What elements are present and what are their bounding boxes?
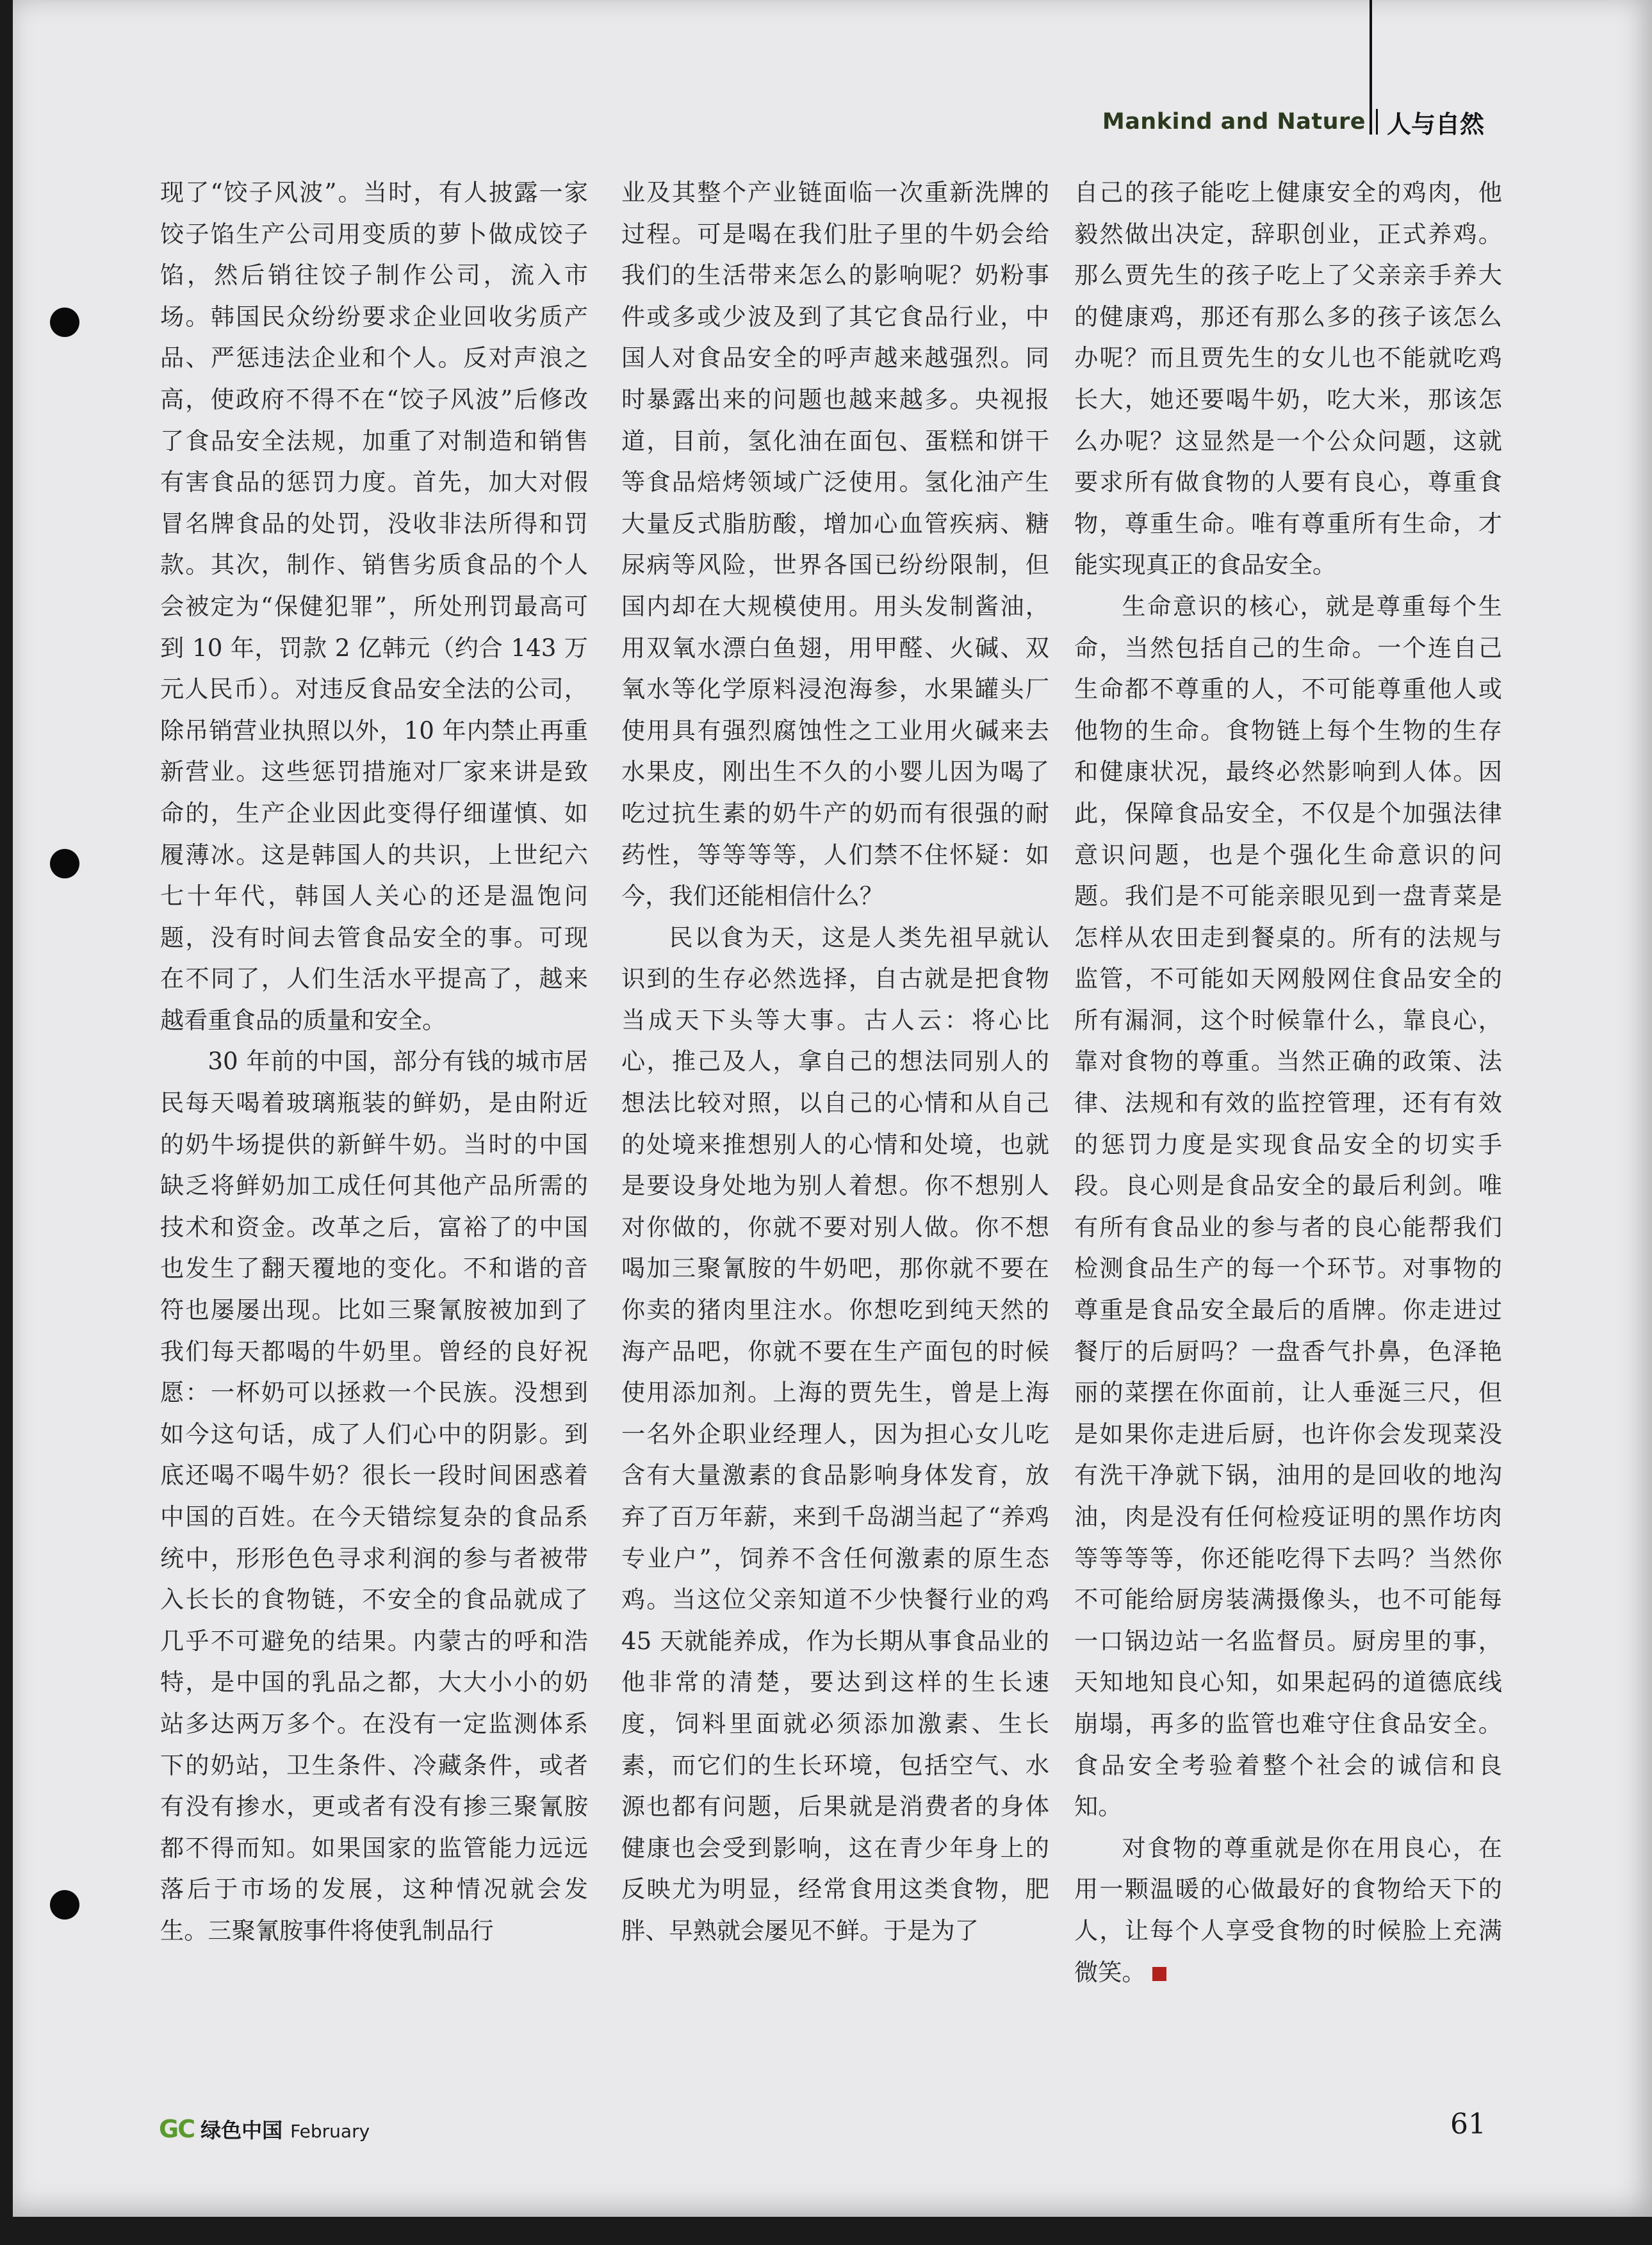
issue-month: February bbox=[290, 2121, 370, 2142]
paragraph: 自己的孩子能吃上健康安全的鸡肉，他毅然做出决定，辞职创业，正式养鸡。那么贾先生的孩子吃上了父亲亲手养大的健康鸡，那还有那么多的孩子该怎么办呢？而且贾先生的女儿也不能就吃鸡长大，她还要喝牛奶，吃大米，那该怎么办呢？这显然是一个公众问题，这就要求所有做食物的人要有良心，尊重食物，尊重生命。唯有尊重所有生命，才能实现真正的食品安全。 bbox=[1074, 178, 1502, 579]
paragraph: 生命意识的核心，就是尊重每个生命，当然包括自己的生命。一个连自己生命都不尊重的人，不可能尊重他人或他物的生命。食物链上每个生物的生存和健康状况，最终必然影响到人体。因此，保障食品安全，不仅是个加强法律意识问题，也是个强化生命意识的问题。我们是不可能亲眼见到一盘青菜是怎样从农田走到餐桌的。所有的法规与监管，不可能如天网般网住食品安全的所有漏洞，这个时候靠什么，靠良心，靠对食物的尊重。当然正确的政策、法律、法规和有效的监控管理，还有有效的惩罚力度是实现食品安全的切实手段。良心则是食品安全的最后利剑。唯有所有食品业的参与者的良心能帮我们检测食品生产的每一个环节。对事物的尊重是食品安全最后的盾牌。你走进过餐厅的后厨吗？一盘香气扑鼻，色泽艳丽的菜摆在你面前，让人垂涎三尺，但是如果你走进后厨，也许你会发现菜没有洗干净就下锅，油用的是回收的地沟油，肉是没有任何检疫证明的黑作坊肉等等等等，你还能吃得下去吗？当然你不可能给厨房装满摄像头，也不可能每一口锅边站一名监督员。厨房里的事，天知地知良心知，如果起码的道德底线崩塌，再多的监管也难守住食品安全。食品安全考验着整个社会的诚信和良知。 bbox=[1074, 591, 1502, 1821]
paragraph: 业及其整个产业链面临一次重新洗牌的过程。可是喝在我们肚子里的牛奶会给我们的生活带来怎么的影响呢？奶粉事件或多或少波及到了其它食品行业，中国人对食品安全的呼声越来越强烈。同时暴露出来的问题也越来越多。央视报道，目前，氢化油在面包、蛋糕和饼干等食品焙烤领域广泛使用。氢化油产生大量反式脂肪酸，增加心血管疾病、糖尿病等风险，世界各国已纷纷限制，但国内却在大规模使用。用头发制酱油，用双氧水漂白鱼翅，用甲醛、火碱、双氧水等化学原料浸泡海参，水果罐头厂使用具有强烈腐蚀性之工业用火碱来去水果皮，刚出生不久的小婴儿因为喝了吃过抗生素的奶牛产的奶而有很强的耐药性，等等等等，人们禁不住怀疑：如今，我们还能相信什么？ bbox=[621, 178, 1049, 910]
magazine-name: 绿色中国 bbox=[200, 2118, 283, 2142]
section-header bbox=[1102, 106, 1484, 137]
magazine-logo: GC bbox=[159, 2115, 195, 2143]
article-end-mark-icon bbox=[1152, 1967, 1166, 1981]
binder-hole-icon bbox=[50, 1890, 79, 1920]
page-number: 61 bbox=[1450, 2108, 1486, 2141]
paragraph: 民以食为天，这是人类先祖早就认识到的生存必然选择，自古就是把食物当成天下头等大事。古人云：将心比心，推己及人，拿自己的想法同别人的想法比较对照，以自己的心情和从自己的处境来推想别人的心情和处境，也就是要设身处地为别人着想。你不想别人对你做的，你就不要对别人做。你不想喝加三聚氰胺的牛奶吧，那你就不要在你卖的猪肉里注水。你想吃到纯天然的海产品吧，你就不要在生产面包的时候使用添加剂。上海的贾先生，曾是上海一名外企职业经理人，因为担心女儿吃含有大量激素的食品影响身体发育，放弃了百万年薪，来到千岛湖当起了“养鸡专业户”，饲养不含任何激素的原生态鸡。当这位父亲知道不少快餐行业的鸡 45 天就能养成，作为长期从事食品业的他非常的清楚，要达到这样的生长速度，饲料里面就必须添加激素、生长素，而它们的生长环境，包括空气、水源也都有问题，后果就是消费者的身体健康也会受到影响，这在青少年身上的反映尤为明显，经常食用这类食物，肥胖、早熟就会屡见不鲜。于是为了 bbox=[621, 923, 1049, 1945]
text-column-3 bbox=[1074, 172, 1502, 1993]
binder-hole-icon bbox=[50, 849, 79, 878]
magazine-page bbox=[13, 0, 1652, 2217]
page-footer bbox=[159, 2114, 370, 2144]
paragraph: 30 年前的中国，部分有钱的城市居民每天喝着玻璃瓶装的鲜奶，是由附近的奶牛场提供的新鲜牛奶。当时的中国缺乏将鲜奶加工成任何其他产品所需的技术和资金。改革之后，富裕了的中国也发生了翻天覆地的变化。不和谐的音符也屡屡出现。比如三聚氰胺被加到了我们每天都喝的牛奶里。曾经的良好祝愿：一杯奶可以拯救一个民族。没想到如今这句话，成了人们心中的阴影。到底还喝不喝牛奶？很长一段时间困惑着中国的百姓。在今天错综复杂的食品系统中，形形色色寻求利润的参与者被带入长长的食物链，不安全的食品就成了几乎不可避免的结果。内蒙古的呼和浩特，是中国的乳品之都，大大小小的奶站多达两万多个。在没有一定监测体系下的奶站，卫生条件、冷藏条件，或者有没有掺水，更或者有没有掺三聚氰胺都不得而知。如果国家的监管能力远远落后于市场的发展，这种情况就会发生。三聚氰胺事件将使乳制品行 bbox=[160, 1047, 588, 1945]
section-title-english: Mankind and Nature bbox=[1102, 109, 1366, 135]
binder-hole-icon bbox=[50, 308, 79, 337]
text-column-2 bbox=[621, 172, 1049, 1952]
text-column-1 bbox=[160, 172, 588, 1952]
paragraph: 现了“饺子风波”。当时，有人披露一家饺子馅生产公司用变质的萝卜做成饺子馅，然后销往饺子制作公司，流入市场。韩国民众纷纷要求企业回收劣质产品、严惩违法企业和个人。反对声浪之高，使政府不得不在“饺子风波”后修改了食品安全法规，加重了对制造和销售有害食品的惩罚力度。首先，加大对假冒名牌食品的处罚，没收非法所得和罚款。其次，制作、销售劣质食品的个人会被定为“保健犯罪”，所处刑罚最高可到 10 年，罚款 2 亿韩元（约合 143 万元人民币）。对违反食品安全法的公司，除吊销营业执照以外，10 年内禁止再重新营业。这些惩罚措施对厂家来讲是致命的，生产企业因此变得仔细谨慎、如履薄冰。这是韩国人的共识，上世纪六七十年代，韩国人关心的还是温饱问题，没有时间去管食品安全的事。可现在不同了，人们生活水平提高了，越来越看重食品的质量和安全。 bbox=[160, 178, 588, 1034]
paragraph-text: 对食物的尊重就是你在用良心，在用一颗温暖的心做最好的食物给天下的人，让每个人享受食物的时候脸上充满微笑。 bbox=[1074, 1833, 1502, 1986]
section-title-chinese: 人与自然 bbox=[1386, 110, 1484, 138]
header-separator bbox=[1376, 109, 1378, 135]
paragraph bbox=[1074, 1827, 1502, 1993]
